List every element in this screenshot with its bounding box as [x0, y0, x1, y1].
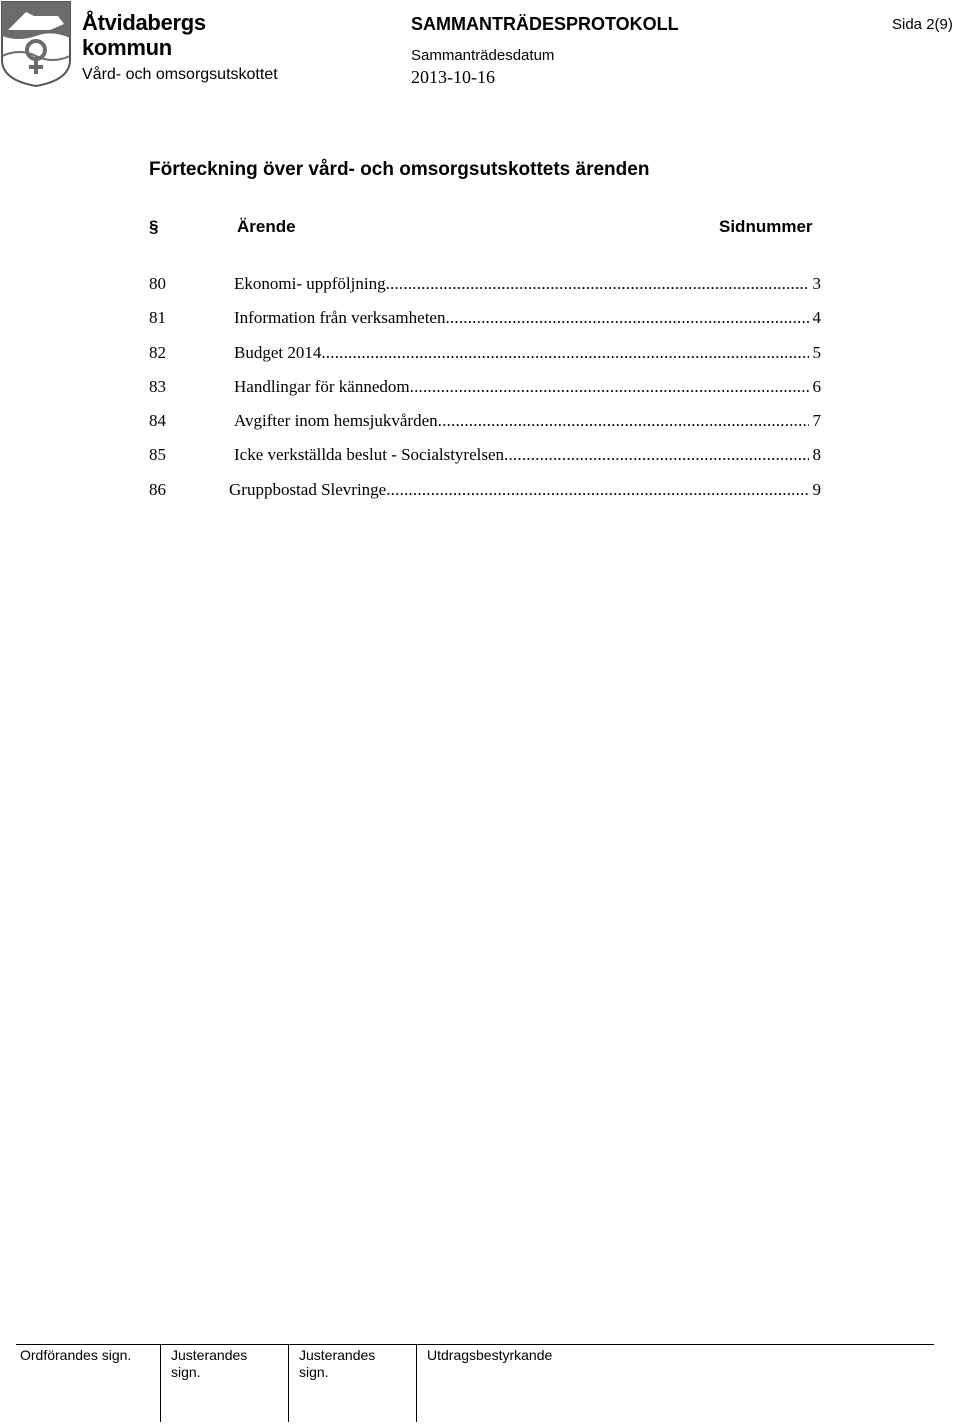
toc-row-number: 83: [149, 376, 166, 396]
toc-row-page: 4: [812, 308, 821, 328]
toc-row-page: 9: [812, 479, 821, 499]
toc-row[interactable]: [149, 410, 821, 444]
leader-dots: [504, 444, 808, 466]
meeting-date-value: 2013-10-16: [411, 67, 495, 87]
toc-row-page: 6: [812, 376, 821, 396]
footer-divider: [160, 1344, 161, 1422]
toc-row-title: Budget 2014: [234, 342, 322, 362]
document-type: SAMMANTRÄDESPROTOKOLL: [411, 14, 679, 34]
section-column-header: §: [149, 217, 159, 236]
org-name-line1: Åtvidabergs: [82, 10, 206, 35]
arende-column-header: Ärende: [237, 217, 296, 236]
toc-row[interactable]: [149, 307, 821, 341]
toc-row[interactable]: [149, 444, 821, 478]
adjuster-1-line2: sign.: [171, 1364, 201, 1380]
footer-rule: [16, 1344, 934, 1345]
adjuster-signature-label-2: [299, 1347, 375, 1381]
toc-row-number: 84: [149, 411, 166, 431]
toc-row[interactable]: [149, 479, 821, 513]
page-number-column-header: Sidnummer: [719, 217, 813, 236]
toc-row-number: 81: [149, 308, 166, 328]
toc-row-page: 8: [812, 445, 821, 465]
toc-row-title: Icke verkställda beslut - Socialstyrelsen: [234, 445, 505, 465]
toc-row-page: 3: [812, 274, 821, 293]
toc-row-page: 7: [812, 411, 821, 431]
adjuster-2-line2: sign.: [299, 1364, 329, 1380]
chairman-signature-label: Ordförandes sign.: [20, 1347, 132, 1363]
municipal-coat-of-arms-icon: [0, 0, 72, 88]
leader-dots: [386, 479, 808, 501]
toc-row-page: 5: [812, 342, 821, 362]
leader-dots: [438, 410, 809, 432]
toc-row-number: 80: [149, 274, 166, 293]
toc-row-title: Ekonomi- uppföljning: [234, 274, 386, 293]
toc-title: Förteckning över vård- och omsorgsutskottets ärenden: [149, 159, 650, 180]
toc-row-title: Handlingar för kännedom: [234, 376, 410, 396]
page-number: Sida 2(9): [892, 16, 953, 33]
organization-name: [82, 10, 206, 60]
leader-dots: [321, 342, 808, 364]
adjuster-2-line1: Justerandes: [299, 1347, 376, 1363]
toc-row-title: Gruppbostad Slevringe: [229, 479, 387, 499]
leader-dots: [445, 307, 808, 329]
toc-row-title: Information från verksamheten: [234, 308, 446, 328]
toc-row-number: 86: [149, 479, 166, 499]
toc-row-number: 85: [149, 445, 166, 465]
toc-row-title: Avgifter inom hemsjukvården: [234, 411, 438, 431]
committee-name: Vård- och omsorgsutskottet: [82, 66, 278, 83]
toc-row[interactable]: [149, 342, 821, 376]
excerpt-certification-label: Utdragsbestyrkande: [427, 1347, 553, 1363]
toc-list: [149, 273, 821, 513]
footer-divider: [416, 1344, 417, 1422]
adjuster-signature-label-1: [171, 1347, 247, 1381]
adjuster-1-line1: Justerandes: [171, 1347, 248, 1363]
toc-row[interactable]: [149, 273, 821, 307]
leader-dots: [386, 273, 809, 295]
org-name-line2: kommun: [82, 35, 172, 60]
footer-divider: [288, 1344, 289, 1422]
meeting-date-label: Sammanträdesdatum: [411, 47, 555, 64]
toc-row-number: 82: [149, 342, 166, 362]
leader-dots: [410, 376, 809, 398]
toc-row[interactable]: [149, 376, 821, 410]
